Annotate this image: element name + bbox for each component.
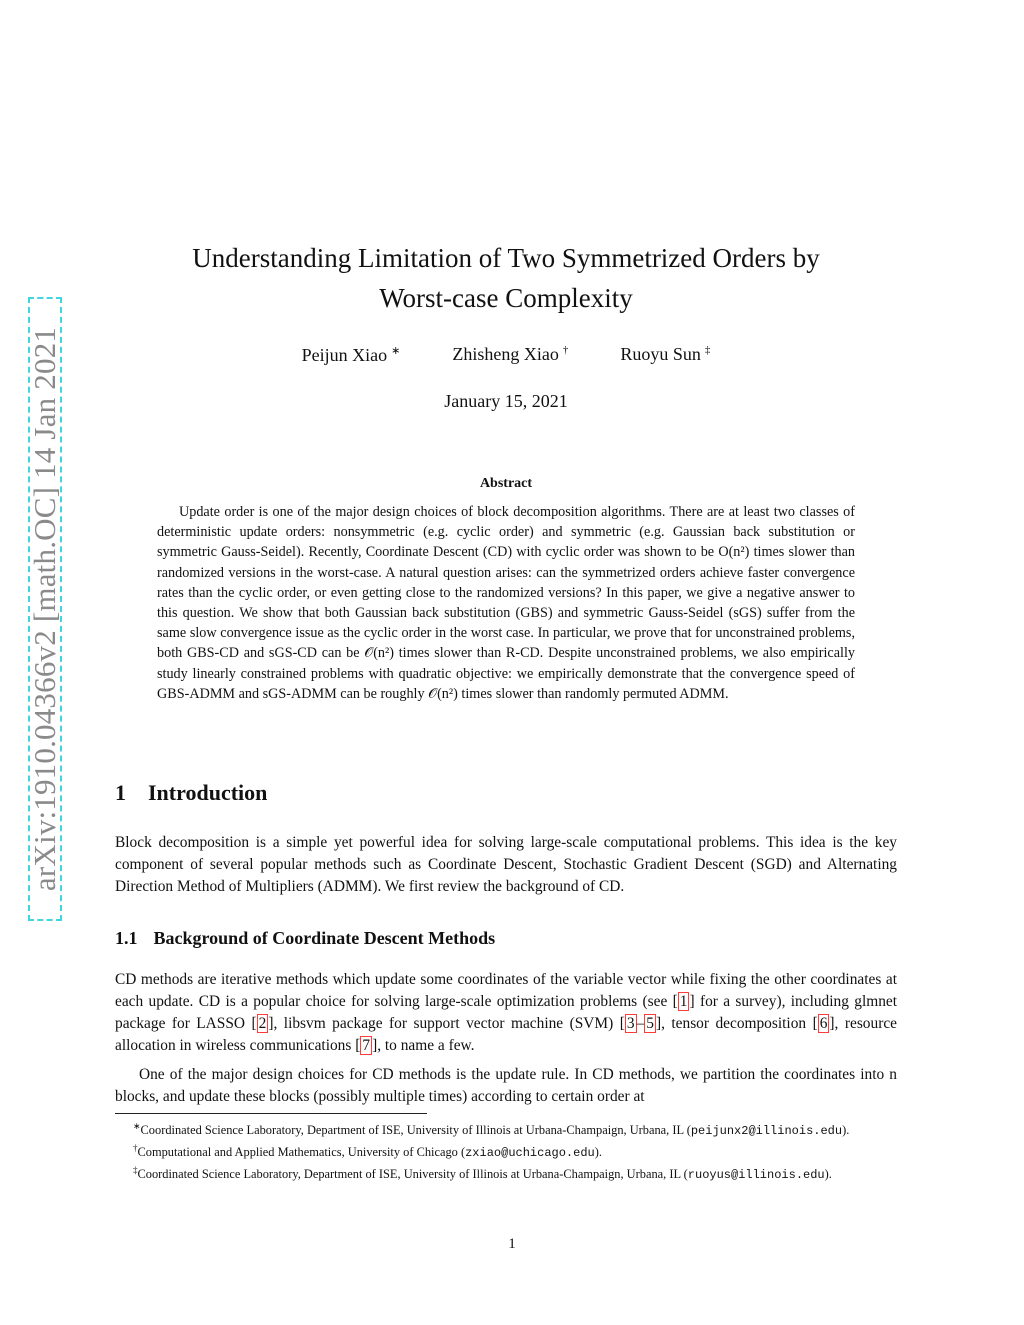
section-number: 1 — [115, 780, 126, 805]
intro-paragraph: Block decomposition is a simple yet powerful idea for solving large-scale computational problems. This idea is the key component of several popular methods such as Coordinate Descent, Stochastic Gradient Descent (SGD) and Alternating Direction Method of Multipliers (ADMM). We first review the background of CD. — [115, 834, 897, 895]
footnote-mark[interactable]: † — [562, 344, 569, 356]
arxiv-identifier-text: arXiv:1910.04366v2 [math.OC] 14 Jan 2021 — [27, 326, 62, 892]
footnote: ∗Coordinated Science Laboratory, Department of ISE, University of Illinois at Urbana-Champaign, Urbana, IL (peijunx2@illinois.edu). — [133, 1121, 850, 1139]
footnotes — [115, 1118, 897, 1184]
section-heading — [115, 780, 267, 806]
email-address[interactable]: zxiao@uchicago.edu — [465, 1146, 595, 1161]
email-address[interactable]: ruoyus@illinois.edu — [687, 1168, 825, 1183]
subsection-title: Background of Coordinate Descent Methods — [153, 928, 496, 948]
arxiv-identifier-stamp[interactable] — [28, 297, 62, 921]
title-line-1: Understanding Limitation of Two Symmetrized Orders by — [192, 243, 820, 273]
citation-link[interactable]: 5 — [646, 1015, 654, 1032]
title-line-2: Worst-case Complexity — [379, 283, 633, 313]
citation-link[interactable]: 1 — [679, 993, 688, 1010]
subsection-heading — [115, 928, 495, 949]
footnote: †Computational and Applied Mathematics, University of Chicago (zxiao@uchicago.edu). — [133, 1143, 602, 1161]
section-title: Introduction — [148, 780, 268, 805]
subsection-number: 1.1 — [115, 928, 138, 948]
author: Peijun Xiao ∗ — [301, 345, 401, 365]
footnote-mark[interactable]: ∗ — [391, 345, 401, 357]
background-paragraph-1: CD methods are iterative methods which update some coordinates of the variable vector while fixing the other coordinates at each update. CD is a popular choice for solving large-scale optimization problems (see [ 1 ] for a survey), including glmnet package for LASSO [ 2 ], libsvm package for support vector machine (SVM) [ 3 – 5 ], tensor decomposition [ 6 ], resource allocation in wireless communications [ 7 ], to name a few. — [115, 971, 897, 1054]
email-address[interactable]: peijunx2@illinois.edu — [690, 1124, 843, 1139]
author: Ruoyu Sun ‡ — [620, 344, 711, 364]
footnote: ‡Coordinated Science Laboratory, Department of ISE, University of Illinois at Urbana-Champaign, Urbana, IL (ruoyus@illinois.edu). — [133, 1165, 832, 1183]
background-paragraph-2: One of the major design choices for CD methods is the update rule. In CD methods, we partition the coordinates into n blocks, and update these blocks (possibly multiple times) according to certain order at — [115, 1066, 897, 1105]
citation-link[interactable]: 2 — [258, 1015, 267, 1032]
paper-title — [115, 238, 897, 318]
citation-link[interactable]: 7 — [362, 1037, 371, 1054]
page-number: 1 — [508, 1236, 516, 1252]
footnote-divider — [115, 1113, 427, 1114]
abstract-text: Update order is one of the major design choices of block decomposition algorithms. There are at least two classes of deterministic update orders: nonsymmetric (e.g. cyclic order) and symmetric (e.g. Gaussian back substitution or symmetric Gauss-Seidel). Recently, Coordinate Descent (CD) with cyclic order was shown to be O(n²) times slower than randomized versions in the worst-case. A natural question arises: can the symmetrized orders achieve faster convergence rates than the cyclic order, or even getting close to the randomized versions? In this paper, we give a negative answer to this question. We show that both Gaussian back substitution (GBS) and symmetric Gauss-Seidel (sGS) suffer from the same slow convergence issue as the cyclic order in the worst case. In particular, we prove that for unconstrained problems, both GBS-CD and sGS-CD can be 𝒪(n²) times slower than R-CD. Despite unconstrained problems, we also empirically study linearly constrained problems with quadratic objective: we empirically demonstrate that the convergence speed of GBS-ADMM and sGS-ADMM can be roughly 𝒪(n²) times slower than randomly permuted ADMM. — [157, 504, 855, 702]
publication-date: January 15, 2021 — [444, 391, 568, 411]
citation-link[interactable]: 3 — [626, 1015, 635, 1032]
author: Zhisheng Xiao † — [452, 344, 569, 364]
abstract-heading: Abstract — [479, 476, 533, 491]
author-list — [115, 344, 897, 366]
footnote-mark[interactable]: ‡ — [704, 344, 711, 356]
citation-link[interactable]: 6 — [819, 1015, 828, 1032]
